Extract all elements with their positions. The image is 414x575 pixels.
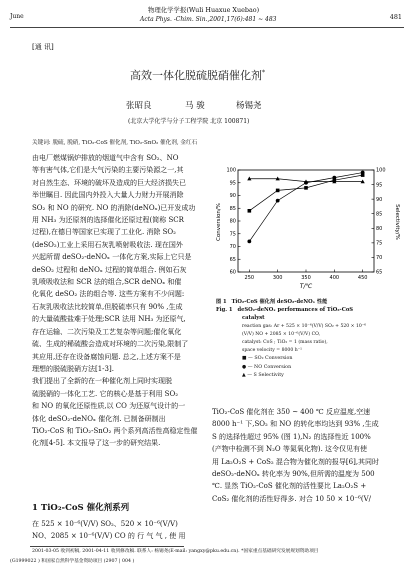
author-3: 杨锡尧 bbox=[236, 101, 262, 111]
data-point-square bbox=[304, 186, 308, 190]
condition-line: (V/V) NO + 2085 × 10⁻⁶(V/V) CO, bbox=[242, 331, 321, 337]
y-tick-label-left: 85 bbox=[229, 205, 236, 212]
keywords: 关键词: 脱硫, 脱硝, TiO₂-CoS 催化剂, TiO₂-SnO₂ 催化剂, 金红石 bbox=[32, 140, 198, 146]
body-line: 存在运输、二次污染及工艺复杂等问题;催化氧化 bbox=[32, 327, 182, 336]
figure-label-cn: 图 1 bbox=[216, 299, 227, 305]
y-tick-label-left: 75 bbox=[229, 231, 236, 238]
legend-item-s: ▲ — S Selectivity bbox=[242, 372, 284, 378]
body-line: TiO₂-CoS 催化剂在 350 ~ 400 ℃ 反应温度,空速 bbox=[212, 408, 371, 416]
body-line: 化剂[4-5]. 本文报导了这一步的研究结果. bbox=[32, 439, 161, 448]
legend-label: S Selectivity bbox=[253, 372, 284, 378]
legend-label: NO Conversion bbox=[254, 364, 292, 370]
data-point-square bbox=[248, 209, 252, 213]
y-tick-label-right: 70 bbox=[376, 255, 383, 262]
figure-label-en: Fig. 1 bbox=[216, 307, 233, 314]
legend-item-no: ● — NO Conversion bbox=[242, 364, 292, 370]
body-line: 体化 deSO₂-deNOₓ 催化剂. 已制备研制出 bbox=[32, 414, 166, 423]
body-line: 硫脱硝的一体化工艺. 它的核心是基于利用 SO₂ bbox=[32, 389, 179, 398]
body-line: 8000 h⁻¹ 下,SO₂ 和 NO 的转化率均达到 93% ,生成 bbox=[212, 420, 379, 429]
y-tick-label-left: 90 bbox=[229, 193, 236, 200]
title-footnote-mark: * bbox=[262, 69, 265, 77]
body-line: 我们提出了全新的在一种催化剂上同时实现脱 bbox=[32, 377, 172, 386]
section-heading: 1 TiO₂-CoS 催化剂系列 bbox=[32, 503, 130, 513]
y-tick-label-right: 65 bbox=[376, 269, 383, 276]
author-2: 马 骏 bbox=[185, 101, 205, 111]
body-line: 用 NH₃ 为还原剂的选择催化还原过程(简称 SCR bbox=[32, 216, 184, 225]
page-number: 481 bbox=[389, 13, 402, 21]
body-line: (产物中检测不到 N₂O 等氮氧化物). 这令仅见有使 bbox=[212, 445, 368, 454]
data-point-circle bbox=[332, 176, 336, 180]
body-line: ℃. 显然 TiO₂-CoS 催化剂的活性要比 La₂O₂S + bbox=[212, 482, 367, 491]
data-point-circle bbox=[247, 240, 251, 244]
y-tick-label-left: 60 bbox=[229, 269, 236, 276]
figure-caption-cn: TiO₂-CoS 催化剂 deSO₂-deNOₓ 性能 bbox=[231, 299, 328, 305]
data-point-circle bbox=[361, 171, 365, 175]
legend-label: SO₂ Conversion bbox=[254, 356, 293, 362]
body-line: 乳喷吸收法和 SCR 法的组合,SCR deNOₓ 和催 bbox=[32, 278, 182, 287]
body-line: 举世瞩目. 因此国内外投入大量人力财力开展消除 bbox=[32, 191, 184, 200]
data-point-square bbox=[276, 189, 280, 193]
x-axis-label: T/℃ bbox=[299, 283, 313, 290]
figure-caption-en: deSO₂-deNOₓ performances of TiO₂-CoS bbox=[237, 307, 354, 314]
body-line: 其应用,还存在设备腐蚀问题. 总之,上述方案不是 bbox=[32, 352, 181, 361]
data-point-circle bbox=[276, 199, 280, 203]
affiliation: (北京大学化学与分子工程学院 北京 100871) bbox=[128, 118, 250, 125]
body-line: 由电厂燃煤锅炉排放的烟道气中含有 SO₂、NO bbox=[32, 154, 179, 162]
x-tick-label: 300 bbox=[272, 275, 283, 281]
footnote-rule bbox=[30, 546, 184, 547]
body-line: S 的选择性超过 95% (图 1),N₂ 的选择性近 100% bbox=[212, 432, 371, 441]
legend-item-so2: ■ — SO₂ Conversion bbox=[242, 356, 293, 362]
y-tick-label-right: 90 bbox=[376, 196, 383, 203]
y-tick-label-left: 100 bbox=[226, 167, 236, 174]
y-tick-label-right: 75 bbox=[376, 240, 383, 247]
y-tick-label-right: 80 bbox=[376, 225, 383, 232]
y-axis-label-left: Conversion/% bbox=[216, 203, 222, 241]
section-1-body bbox=[32, 518, 204, 543]
footnote-line-2: (G1999022 ) 和国家自然科学基金资助项目 (2907 | 004 ) bbox=[10, 559, 135, 564]
body-line: deSO₂-deNOₓ 转化率为 90%,但所需的温度为 500 bbox=[212, 470, 375, 479]
body-line: 用 La₂O₂S + CoS₂ 混合物为催化剂的报导[6],其同时 bbox=[212, 457, 380, 466]
y-tick-label-right: 85 bbox=[376, 211, 383, 218]
body-line: deSO₂ 过程和 deNOₓ 过程的简单组合. 例如石灰 bbox=[32, 265, 187, 274]
body-line: CoS₂ 催化剂的活性好得多. 对合 10 50 × 10⁻⁶(V/ bbox=[212, 494, 371, 503]
x-tick-label: 450 bbox=[357, 275, 368, 281]
body-line: TiO₂-CoS 和 TiO₂-SnO₂ 两个系列高活性高稳定性催 bbox=[32, 426, 198, 435]
body-line: 硫、生成的稀硫酸会造成对环境的二次污染,限制了 bbox=[32, 340, 189, 349]
y-axis-label-right: Selectivity/% bbox=[394, 204, 400, 240]
left-column bbox=[32, 152, 204, 450]
section-tag: [通 讯] bbox=[32, 43, 54, 51]
body-line: SO₂ 和 NO 的研究. NO 的消除(deNOₓ)已开发成功 bbox=[32, 203, 196, 212]
title-text: 高效一体化脱硫脱硝催化剂 bbox=[130, 69, 262, 82]
right-column bbox=[212, 406, 404, 505]
body-line: 理想的脱硫脱硝方法[1-3]. bbox=[32, 364, 114, 373]
body-line: NO、2085 × 10⁻⁶(V/V) CO 的 行 气 气 , 使 用 bbox=[32, 532, 186, 541]
body-line: 等有害气体,它们是大气污染的主要污染源之一,其 bbox=[32, 166, 184, 175]
y-tick-label-left: 80 bbox=[229, 218, 236, 225]
body-line: 化氧化 deSO₂ 法的组合等. 这些方案有不少问题: bbox=[32, 290, 185, 299]
body-line: 兴起所谓 deSO₂-deNOₓ 一体化方案,实际上它只是 bbox=[32, 253, 192, 262]
paper-title bbox=[130, 70, 265, 81]
figure-1-chart bbox=[208, 162, 404, 294]
header-rule bbox=[10, 27, 404, 28]
x-tick-label: 250 bbox=[244, 275, 255, 281]
journal-citation: Acta Phys. -Chim. Sin.,2001,17(6):481 ~ 483 bbox=[140, 16, 277, 23]
body-line: 在 525 × 10⁻⁶(V/V) SO₂、520 × 10⁻⁶(V/V) bbox=[32, 520, 178, 528]
plot-frame bbox=[238, 170, 374, 272]
x-tick-label: 350 bbox=[301, 275, 311, 281]
body-line: 和 NO 的氧化还原性质,以 CO 为还原气设计的一 bbox=[32, 402, 186, 411]
body-line: 的大量硫酸盐难于处理;SCR 法用 NH₃ 为还原气, bbox=[32, 315, 186, 324]
body-line: 石灰乳吸收法比较简单,但脱硫率只有 90% ,生成 bbox=[32, 302, 183, 311]
condition-line: reaction gas: Ar + 525 × 10⁻⁶(V/V) SO₂ + 520 × 10⁻⁶ bbox=[242, 323, 367, 329]
header-left: June bbox=[10, 13, 24, 20]
figure-caption bbox=[216, 298, 406, 380]
figure-caption-en-cont: catalyst bbox=[242, 315, 265, 322]
condition-line: catalyst: CoS ; TiO₂ = 1 (mass ratio), bbox=[242, 340, 328, 346]
author-1: 张昭良 bbox=[126, 101, 152, 111]
body-line: 对自然生态、环境的破坏及造成的巨大经济损失已 bbox=[32, 178, 186, 187]
body-line: (deSO₂)工业上采用石灰乳喷射吸收法. 现在国外 bbox=[32, 240, 183, 249]
y-tick-label-left: 65 bbox=[229, 256, 236, 263]
y-tick-label-right: 95 bbox=[376, 182, 383, 189]
y-tick-label-right: 100 bbox=[376, 167, 386, 174]
y-tick-label-left: 70 bbox=[229, 244, 236, 251]
y-tick-label-left: 95 bbox=[229, 180, 236, 187]
x-tick-label: 400 bbox=[329, 275, 340, 281]
body-line: 过程),在德日等国家已实现了工业化. 消除 SO₂ bbox=[32, 228, 176, 237]
footnote-line-1: 2001-03-05 收到初稿, 2001-04-11 收到修改稿. 联系人: 杨锡尧(E-mail: yangxy@pku.edu.cn). *国家重点基础研究发展规划资助项目 bbox=[32, 549, 319, 554]
condition-line: space velocity = 8000 h⁻¹ bbox=[242, 348, 302, 354]
journal-name-cn: 物理化学学报(Wuli Huaxue Xuebao) bbox=[148, 6, 260, 14]
